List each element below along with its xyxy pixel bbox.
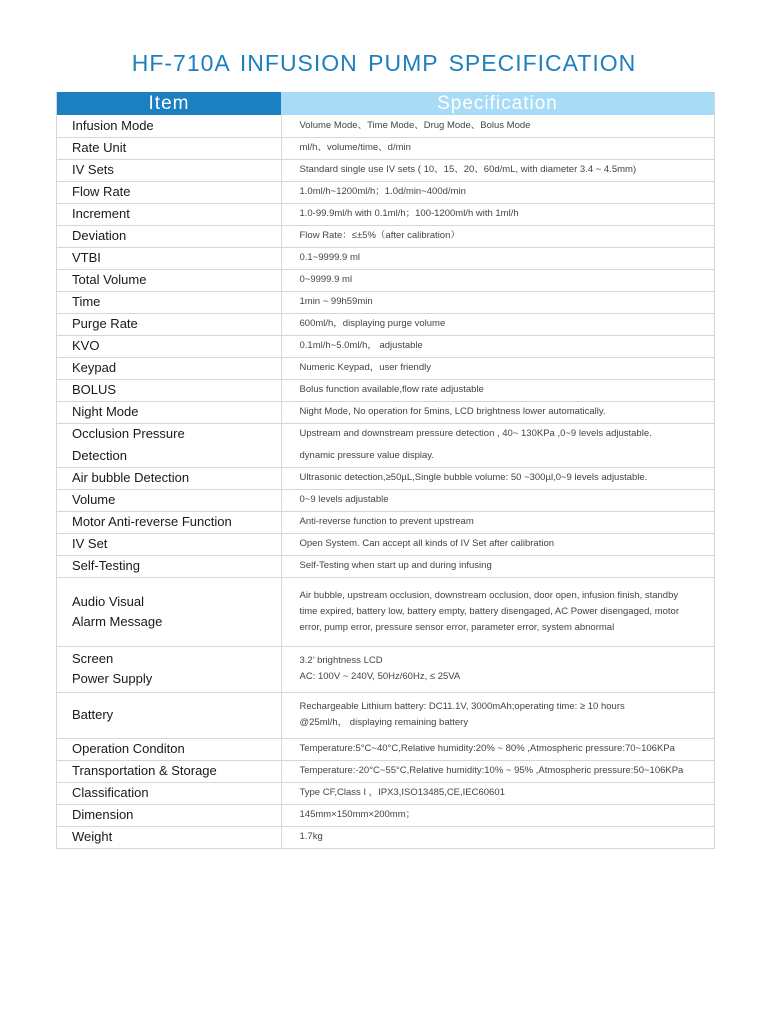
item-cell: Total Volume [57, 269, 282, 291]
spec-cell: Standard single use IV sets ( 10、15、20、60d/mL, with diameter 3.4 ~ 4.5mm) [281, 159, 715, 181]
spec-cell: 0.1ml/h~5.0ml/h， adjustable [281, 335, 715, 357]
table-row [57, 445, 715, 467]
table-row [57, 181, 715, 203]
item-cell: IV Set [57, 533, 282, 555]
item-cell: VTBI [57, 247, 282, 269]
item-cell: Time [57, 291, 282, 313]
table-row [57, 335, 715, 357]
spec-cell: Flow Rate：≤±5%（after calibration） [281, 225, 715, 247]
table-row [57, 357, 715, 379]
spec-cell: Type CF,Class I ，IPX3,ISO13485,CE,IEC60601 [281, 782, 715, 804]
item-cell: Flow Rate [57, 181, 282, 203]
spec-cell: 0~9999.9 ml [281, 269, 715, 291]
item-cell: Dimension [57, 804, 282, 826]
page-title: HF-710A INFUSION PUMP SPECIFICATION [131, 50, 637, 76]
column-header-item: Item [57, 92, 282, 115]
item-cell: Keypad [57, 357, 282, 379]
table-row [57, 137, 715, 159]
spec-cell: 1.7kg [281, 826, 715, 848]
table-row [57, 760, 715, 782]
table-row [57, 511, 715, 533]
item-cell: Transportation & Storage [57, 760, 282, 782]
spec-cell: 145mm×150mm×200mm； [281, 804, 715, 826]
item-cell: Occlusion Pressure [57, 423, 282, 445]
item-cell: Increment [57, 203, 282, 225]
table-row [57, 692, 715, 738]
table-row [57, 115, 715, 137]
item-cell: Motor Anti-reverse Function [57, 511, 282, 533]
item-cell: Screen Power Supply [57, 646, 282, 692]
table-row [57, 313, 715, 335]
table-row [57, 203, 715, 225]
item-cell: Night Mode [57, 401, 282, 423]
spec-cell: Open System. Can accept all kinds of IV Set after calibration [281, 533, 715, 555]
table-row [57, 379, 715, 401]
table-row [57, 401, 715, 423]
item-cell: Audio Visual Alarm Message [57, 577, 282, 646]
specification-table [56, 92, 715, 849]
spec-cell: Numeric Keypad，user friendly [281, 357, 715, 379]
spec-cell: Bolus function available,flow rate adjustable [281, 379, 715, 401]
table-row [57, 646, 715, 692]
spec-cell: Upstream and downstream pressure detection , 40~ 130KPa ,0~9 levels adjustable. [299, 428, 652, 440]
table-row [57, 804, 715, 826]
table-row [57, 423, 715, 445]
table-header-row [57, 92, 715, 115]
item-cell: Deviation [57, 225, 282, 247]
item-cell: Detection [57, 445, 282, 467]
item-cell: Infusion Mode [57, 115, 282, 137]
item-cell: Weight [57, 826, 282, 848]
table-row [57, 269, 715, 291]
table-row [57, 489, 715, 511]
item-cell: Battery [57, 692, 282, 738]
item-cell: Volume [57, 489, 282, 511]
table-row [57, 782, 715, 804]
spec-cell: 1.0-99.9ml/h with 0.1ml/h；100-1200ml/h with 1ml/h [281, 203, 715, 225]
item-cell: Air bubble Detection [57, 467, 282, 489]
item-cell: Rate Unit [57, 137, 282, 159]
item-cell: Classification [57, 782, 282, 804]
spec-cell: Rechargeable Lithium battery: DC11.1V, 3000mAh;operating time: ≥ 10 hours @25ml/h， displaying remaining battery [281, 692, 715, 738]
table-row [57, 467, 715, 489]
spec-cell: 0.1~9999.9 ml [281, 247, 715, 269]
table-row [57, 826, 715, 848]
spec-cell: Temperature:5°C~40°C,Relative humidity:20% ~ 80% ,Atmospheric pressure:70~106KPa [281, 738, 715, 760]
item-cell: Operation Conditon [57, 738, 282, 760]
table-row [57, 291, 715, 313]
item-cell: Purge Rate [57, 313, 282, 335]
table-row [57, 738, 715, 760]
spec-cell: Ultrasonic detection,≥50µL,Single bubble volume: 50 ~300µl,0~9 levels adjustable. [281, 467, 715, 489]
item-cell: Self-Testing [57, 555, 282, 577]
item-cell: IV Sets [57, 159, 282, 181]
item-cell: BOLUS [57, 379, 282, 401]
table-row [57, 159, 715, 181]
spec-cell: Anti-reverse function to prevent upstream [281, 511, 715, 533]
spec-cell: Air bubble, upstream occlusion, downstream occlusion, door open, infusion finish, standby time expired, battery low, battery empty, battery disengaged, AC Power disengaged, motor error, pump error, pressure sensor error, parameter error, system abnormal [281, 577, 715, 646]
spec-cell: Night Mode, No operation for 5mins, LCD brightness lower automatically. [281, 401, 715, 423]
spec-cell: Temperature:-20°C~55°C,Relative humidity:10% ~ 95% ,Atmospheric pressure:50~106KPa [281, 760, 715, 782]
spec-cell: 600ml/h，displaying purge volume [281, 313, 715, 335]
table-row [57, 225, 715, 247]
spec-cell: dynamic pressure value display. [281, 445, 715, 467]
item-cell: KVO [57, 335, 282, 357]
spec-cell: ml/h、volume/time、d/min [281, 137, 715, 159]
spec-cell: Volume Mode、Time Mode、Drug Mode、Bolus Mode [281, 115, 715, 137]
spec-cell: Self-Testing when start up and during infusing [281, 555, 715, 577]
table-row [57, 533, 715, 555]
table-row [57, 247, 715, 269]
spec-cell: 0~9 levels adjustable [281, 489, 715, 511]
spec-cell: 1min ~ 99h59min [281, 291, 715, 313]
table-row [57, 577, 715, 646]
spec-cell: 1.0ml/h~1200ml/h；1.0d/min~400d/min [281, 181, 715, 203]
column-header-specification: Specification [281, 92, 715, 115]
spec-cell: 3.2’ brightness LCD AC: 100V ~ 240V, 50Hz/60Hz, ≤ 25VA [281, 646, 715, 692]
table-row [57, 555, 715, 577]
